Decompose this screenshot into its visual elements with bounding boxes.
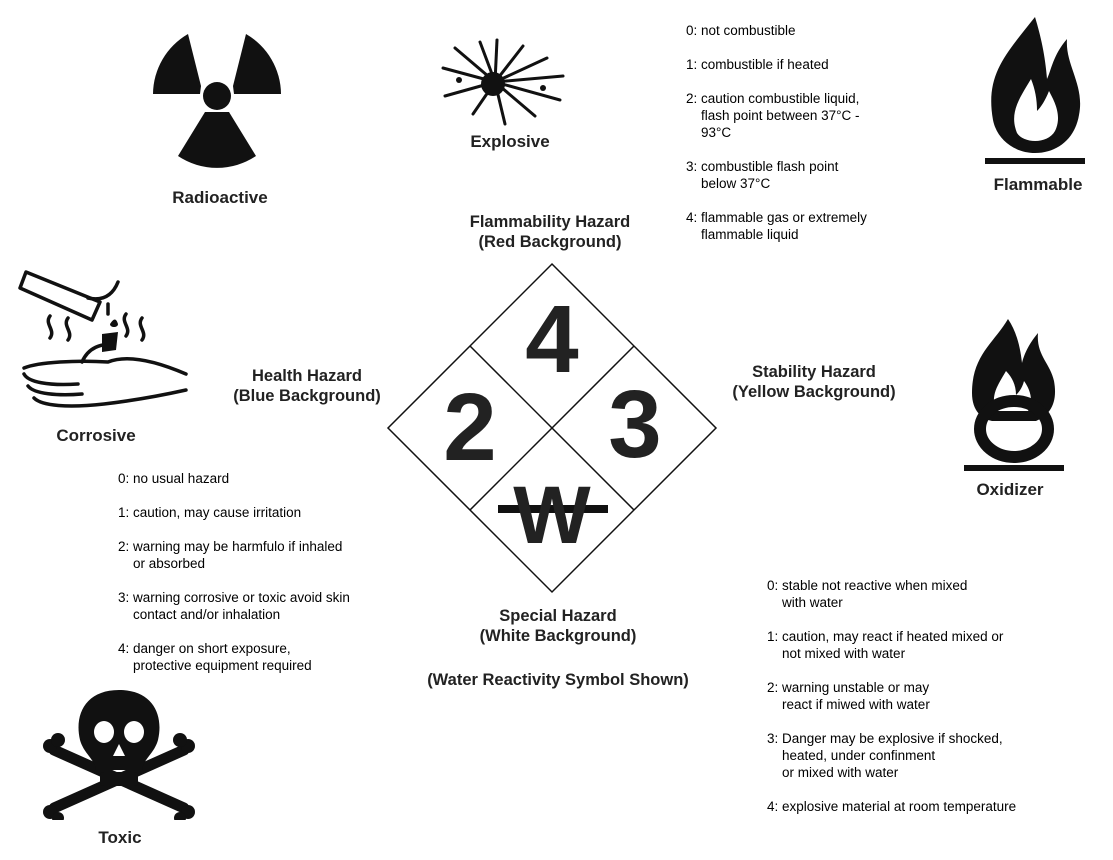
- explosive-label: Explosive: [470, 132, 550, 151]
- list-item: 4: explosive material at room temperature: [767, 799, 1017, 814]
- special-heading: [458, 606, 658, 646]
- stability-heading: [712, 362, 916, 402]
- list-item: 3: warning corrosive or toxic avoid skin contact and/or inhalation: [118, 590, 350, 622]
- list-item: 0: no usual hazard: [118, 471, 230, 486]
- special-heading-title: Special Hazard: [499, 607, 617, 625]
- health-heading: [212, 366, 402, 406]
- flammability-heading-background: (Red Background): [478, 233, 622, 251]
- list-item: 0: stable not reactive when mixed with water: [767, 578, 968, 610]
- list-item: 3: combustible flash point below 37°C: [686, 159, 839, 191]
- flammability-scale: [686, 22, 926, 243]
- corrosive-icon: [18, 262, 190, 420]
- stability-heading-background: (Yellow Background): [732, 383, 896, 401]
- list-item: 1: caution, may react if heated mixed or not mixed with water: [767, 629, 1004, 661]
- radioactive-label: Radioactive: [172, 188, 268, 207]
- corrosive-label: Corrosive: [56, 426, 136, 445]
- flammability-rating: 4: [525, 286, 579, 393]
- oxidizer-label: Oxidizer: [976, 480, 1044, 499]
- list-item: 1: caution, may cause irritation: [118, 505, 302, 520]
- water-reactivity-note: (Water Reactivity Symbol Shown): [427, 671, 689, 689]
- flammable-label: Flammable: [993, 175, 1083, 194]
- list-item: 0: not combustible: [686, 23, 796, 38]
- skull-and-crossbones-icon: [40, 688, 198, 820]
- special-hazard-symbol: W: [513, 470, 591, 561]
- stability-scale: [767, 577, 1097, 815]
- flammability-heading: [450, 212, 650, 252]
- list-item: 4: danger on short exposure, protective equipment required: [118, 641, 312, 673]
- list-item: 2: warning unstable or may react if miwed with water: [767, 680, 930, 712]
- explosive-icon: [435, 38, 570, 126]
- list-item: 1: combustible if heated: [686, 57, 829, 72]
- stability-rating: 3: [608, 371, 662, 478]
- list-item: 4: flammable gas or extremely flammable liquid: [686, 210, 867, 242]
- list-item: 3: Danger may be explosive if shocked, heated, under confinment or mixed with water: [767, 731, 1003, 780]
- health-scale: [118, 470, 418, 674]
- health-heading-background: (Blue Background): [233, 387, 381, 405]
- flame-icon: [975, 15, 1095, 165]
- flammability-heading-title: Flammability Hazard: [469, 213, 631, 231]
- health-rating: 2: [443, 374, 497, 481]
- radioactive-icon: [148, 24, 286, 174]
- special-heading-background: (White Background): [479, 627, 637, 645]
- stability-heading-title: Stability Hazard: [752, 363, 876, 381]
- list-item: 2: warning may be harmfulo if inhaled or absorbed: [118, 539, 343, 571]
- list-item: 2: caution combustible liquid, flash point between 37°C - 93°C: [686, 91, 860, 140]
- oxidizer-icon: [958, 315, 1070, 475]
- health-heading-title: Health Hazard: [251, 367, 363, 385]
- toxic-label: Toxic: [98, 828, 142, 847]
